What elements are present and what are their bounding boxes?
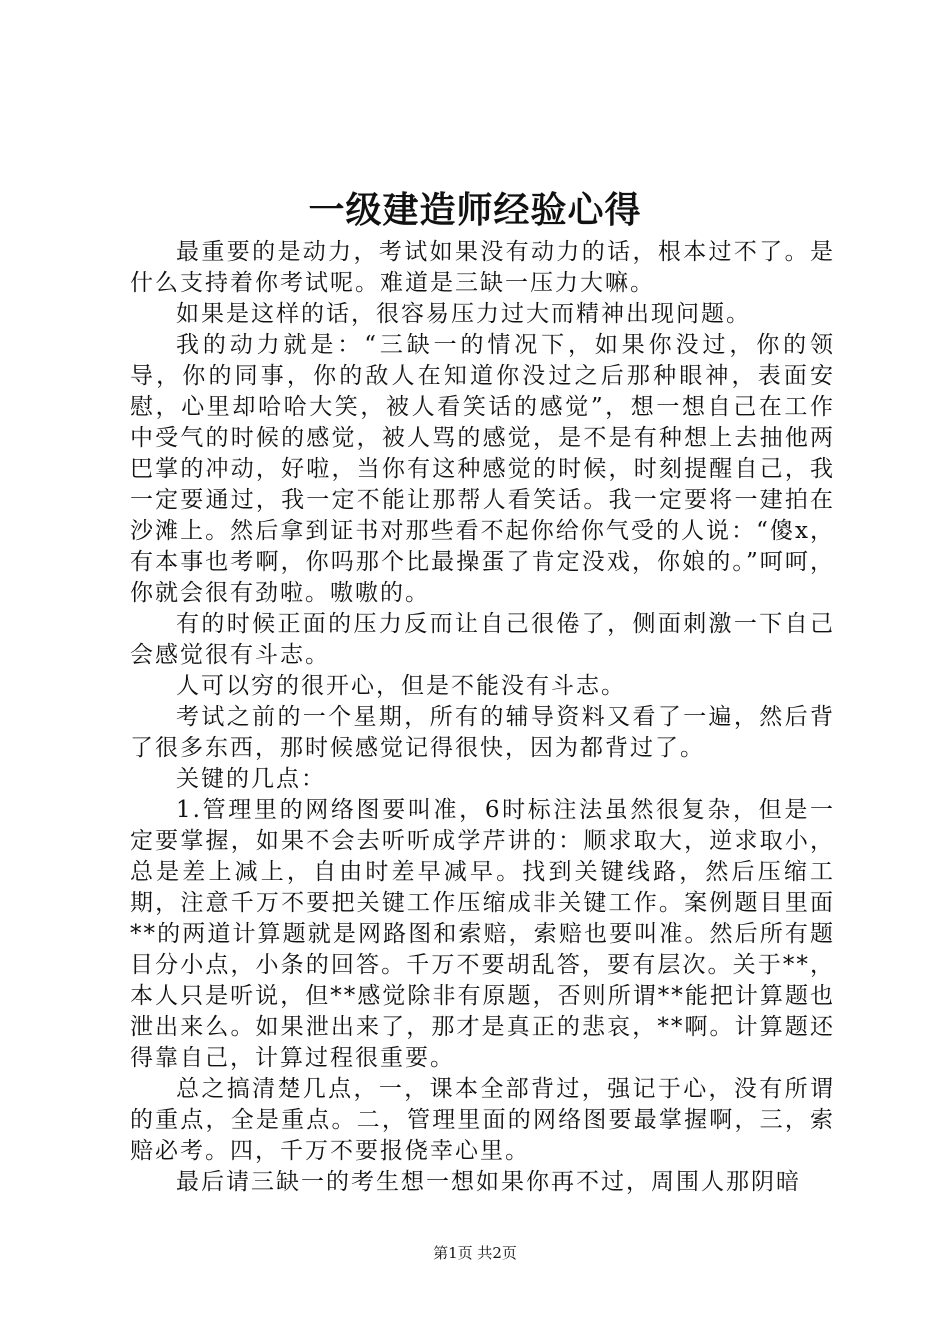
document-title: 一级建造师经验心得	[308, 189, 642, 231]
paragraph: 关键的几点：	[176, 766, 326, 792]
paragraph: 最重要的是动力，考试如果没有动力的话，根本过不了。是什么支持着你考试呢。难道是三缺一压力大嘛。	[130, 239, 835, 296]
paragraph: 有的时候正面的压力反而让自己很倦了，侧面刺激一下自己会感觉很有斗志。	[130, 611, 835, 668]
paragraph: 最后请三缺一的考生想一想如果你再不过，周围人那阴暗	[176, 1169, 801, 1195]
document-body	[130, 237, 835, 1198]
page-footer: 第1页 共2页	[433, 1244, 517, 1262]
paragraph: 总之搞清楚几点，一，课本全部背过，强记于心，没有所谓的重点，全是重点。二，管理里面的网络图要最掌握啊，三，索赔必考。四，千万不要报侥幸心里。	[130, 1076, 835, 1164]
paragraph: 如果是这样的话，很容易压力过大而精神出现问题。	[176, 301, 751, 327]
paragraph: 人可以穷的很开心，但是不能没有斗志。	[176, 673, 626, 699]
paragraph: 考试之前的一个星期，所有的辅导资料又看了一遍，然后背了很多东西，那时候感觉记得很快，因为都背过了。	[130, 704, 835, 761]
paragraph: 我的动力就是：“三缺一的情况下，如果你没过，你的领导，你的同事，你的敌人在知道你没过之后那种眼神，表面安慰，心里却哈哈大笑，被人看笑话的感觉”，想一想自己在工作中受气的时候的感觉，被人骂的感觉，是不是有种想上去抽他两巴掌的冲动，好啦，当你有这种感觉的时候，时刻提醒自己，我一定要通过，我一定不能让那帮人看笑话。我一定要将一建拍在沙滩上。然后拿到证书对那些看不起你给你气受的人说：“傻x，有本事也考啊，你吗那个比最操蛋了肯定没戏，你娘的。”呵呵，你就会很有劲啦。嗷嗷的。	[130, 332, 835, 606]
paragraph: 1.管理里的网络图要叫准，6时标注法虽然很复杂，但是一定要掌握，如果不会去听听成学芹讲的：顺求取大，逆求取小，总是差上减上，自由时差早减早。找到关键线路，然后压缩工期，注意千万不要把关键工作压缩成非关键工作。案例题目里面**的两道计算题就是网路图和索赔，索赔也要叫准。然后所有题目分小点，小条的回答。千万不要胡乱答，要有层次。关于**，本人只是听说，但**感觉除非有原题，否则所谓**能把计算题也泄出来么。如果泄出来了，那才是真正的悲哀，**啊。计算题还得靠自己，计算过程很重要。	[130, 797, 835, 1071]
